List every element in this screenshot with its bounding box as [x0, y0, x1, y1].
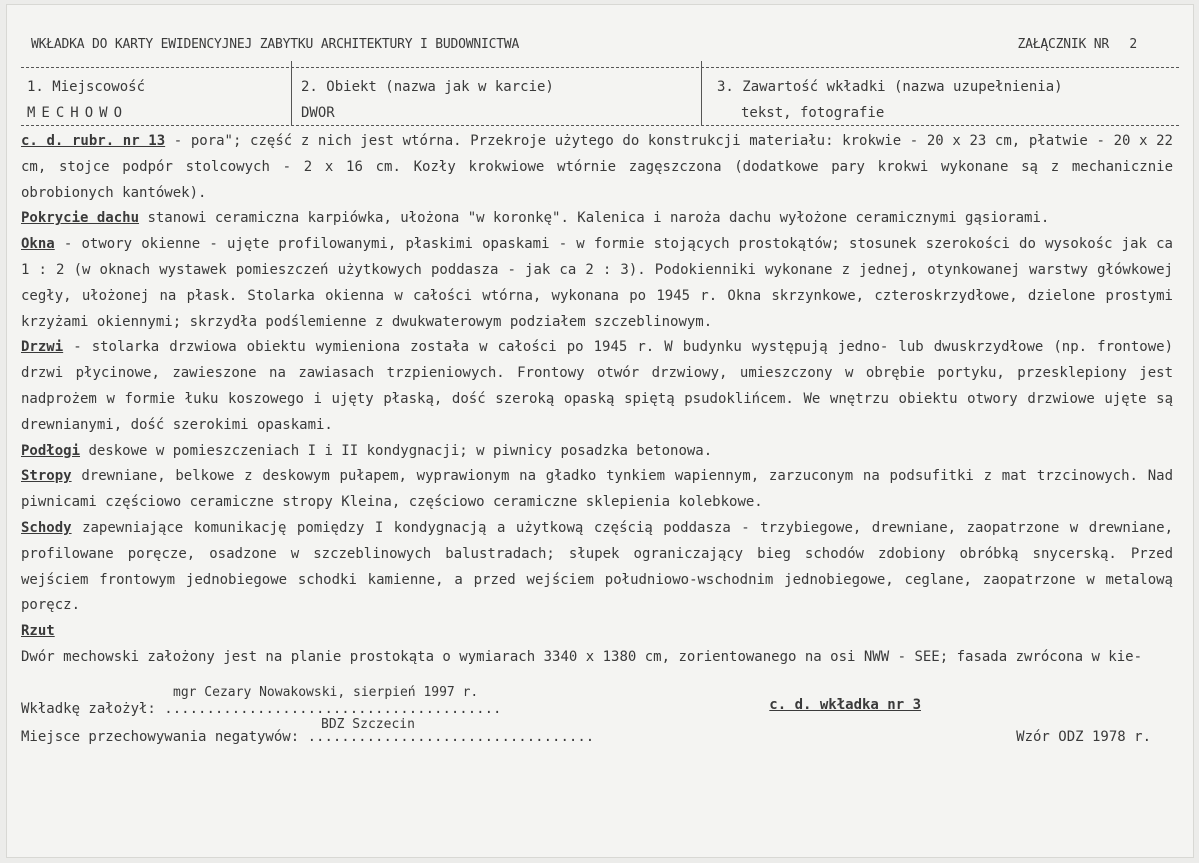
paragraph-text: - pora"; część z nich jest wtórna. Przekroje użytego do konstrukcji materiału: krokwie - 20 x 23 cm, płatwie - 20 x 22 cm, stojce podpór stolcowych - 2 x 16 cm. Kozły krokwiowe wtórnie zagęszczona (dodatkowe pary krokwi wykonane są z mechanicznie obrobionych kantówek). — [21, 133, 1173, 201]
paragraph-text: deskowe w pomieszczeniach I i II kondygnacji; w piwnicy posadzka betonowa. — [80, 442, 713, 459]
paragraph-ceilings — [21, 464, 1173, 516]
document-title: WKŁADKA DO KARTY EWIDENCYJNEJ ZABYTKU ARCHITEKTURY I BUDOWNICTWA — [31, 37, 520, 52]
section-heading: Rzut — [21, 623, 55, 640]
author-dots: ........................................ — [164, 701, 502, 717]
paragraph-text: Dwór mechowski założony jest na planie prostokąta o wymiarach 3340 x 1380 cm, zorientowanego na osi NWW - SEE; fasada zwrócona w kie- — [21, 648, 1143, 665]
fields-divider — [21, 125, 1179, 126]
section-heading: Pokrycie dachu — [21, 210, 140, 227]
locality-value: MECHOWO — [27, 105, 129, 121]
section-heading: Stropy — [21, 468, 72, 485]
document-header — [21, 35, 1179, 59]
paragraph-text: - otwory okienne - ujęte profilowanymi, płaskimi opaskami - w formie stojących prostokątów; stosunek szerokości do wysokośc jak ca 1 : 2 (w oknach wystawek pomieszczeń użytkowych poddasza - jak ca 2 : 3). Podokienniki wykonane z jednej, otynkowanej warstwy główkowej cegły, ułożonej na płask. Stolarka okienna w całości wtórna, wykonana po 1945 r. Okna skrzynkowe, czteroskrzydłowe, dzielone prostymi krzyżami okiennymi; skrzydła podślemienne z dwukwaterowym podziałem szczeblinowym. — [21, 236, 1173, 330]
paragraph-floors — [21, 439, 1173, 465]
paragraph-plan-heading — [21, 619, 1173, 645]
section-heading: Podłogi — [21, 442, 81, 459]
storage-row — [21, 729, 594, 745]
section-heading: Schody — [21, 519, 72, 536]
contents-label: 3. Zawartość wkładki (nazwa uzupełnienia) — [717, 79, 1063, 95]
form-code: Wzór ODZ 1978 r. — [1016, 729, 1151, 745]
paragraph-roof-structure — [21, 129, 1173, 206]
annex-number: 2 — [1129, 37, 1137, 52]
paragraph-roofing — [21, 206, 1173, 232]
author-label: Wkładkę założył: — [21, 701, 156, 717]
storage-value: BDZ Szczecin — [321, 717, 415, 732]
section-heading: Drzwi — [21, 339, 64, 356]
paragraph-stairs — [21, 516, 1173, 619]
field-separator-1 — [291, 61, 292, 125]
paragraph-doors — [21, 335, 1173, 438]
paragraph-text: drewniane, belkowe z deskowym pułapem, wyprawionym na gładko tynkiem wapiennym, zarzuconym na podsufitki z mat trzcinowych. Nad piwnicami częściowo ceramiczne stropy Kleina, częściowo ceramiczne sklepienia kolebkowe. — [21, 468, 1173, 511]
contents-value: tekst, fotografie — [741, 105, 885, 121]
paragraph-windows — [21, 232, 1173, 335]
continued-label: c. d. wkładka nr 3 — [769, 697, 921, 713]
contents-field — [711, 71, 1171, 125]
annex-label: ZAŁĄCZNIK NR — [1017, 37, 1109, 52]
author-row — [21, 701, 501, 717]
object-label: 2. Obiekt (nazwa jak w karcie) — [301, 79, 554, 95]
section-heading: c. d. rubr. nr 13 — [21, 133, 166, 149]
locality-field — [21, 71, 291, 125]
object-field — [295, 71, 707, 125]
paragraph-text: zapewniające komunikację pomiędzy I kondygnacją a użytkową częścią poddasza - trzybiegowe, drewniane, zaopatrzone w drewniane, profilowane poręcze, osadzone w szczeblinowych balustradach; słupek ograniczający bieg schodów zdobiony obróbką snycerską. Przed wejściem frontowym jednobiegowe schodki kamienne, a przed wejściem południowo-wschodnim jednobiegowe, ceglane, zaopatrzone w metalową poręcz. — [21, 519, 1173, 614]
document-body — [21, 129, 1173, 671]
storage-label: Miejsce przechowywania negatywów: — [21, 729, 300, 745]
document-page — [6, 4, 1194, 858]
header-fields — [21, 71, 1179, 125]
field-separator-2 — [701, 61, 702, 125]
locality-label: 1. Miejscowość — [27, 79, 146, 95]
paragraph-text: - stolarka drzwiowa obiektu wymieniona została w całości po 1945 r. W budynku występują jedno- lub dwuskrzydłowe (np. frontowe) drzwi płycinowe, zawieszone na zawiasach trzpieniowych. Frontowy otwór drzwiowy, umieszczony w obrębie portyku, przesklepiony jest nadprożem w formie łuku koszowego i ujęty płaską, dość szeroką opaską spiętą psudoklińcem. We wnętrzu obiektu otwory drzwiowe ujęte są drewnianymi, dość szerokimi opaskami. — [21, 339, 1173, 433]
storage-dots: .................................. — [307, 729, 595, 745]
author-value: mgr Cezary Nowakowski, sierpień 1997 r. — [173, 685, 479, 700]
object-value: DWOR — [301, 105, 335, 121]
paragraph-text: stanowi ceramiczna karpiówka, ułożona "w koronkę". Kalenica i naroża dachu wyłożone ceramicznymi gąsiorami. — [139, 210, 1050, 227]
paragraph-plan — [21, 645, 1173, 671]
top-divider — [21, 67, 1179, 68]
section-heading: Okna — [21, 236, 55, 253]
